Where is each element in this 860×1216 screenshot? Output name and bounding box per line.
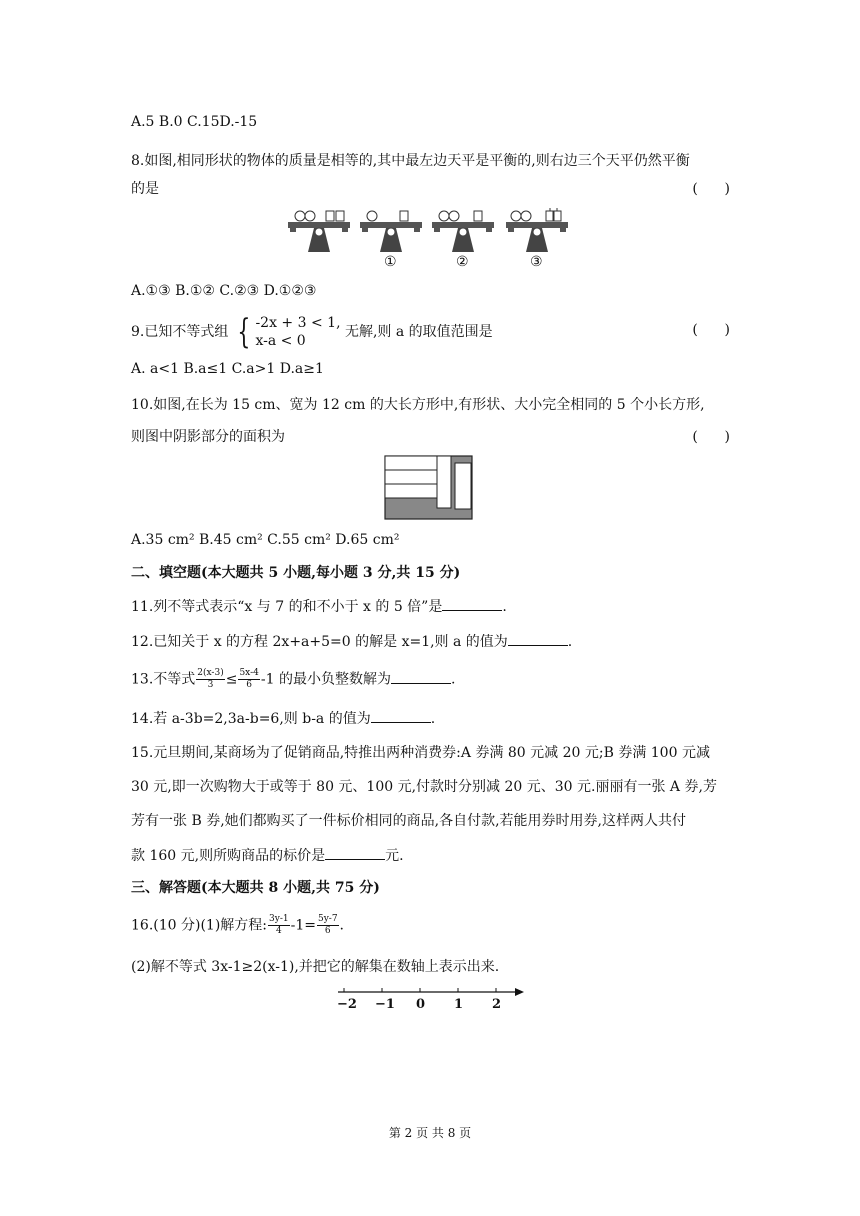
q10-answer-paren: ( ): [692, 429, 730, 445]
q9-suffix: 无解,则 a 的取值范围是: [344, 324, 493, 340]
fraction-denominator: 6: [246, 680, 253, 690]
scale-3: [506, 208, 568, 252]
q11-end: .: [502, 599, 507, 615]
q16-part1: [131, 914, 344, 937]
q9-prefix: 9.已知不等式组: [131, 324, 229, 340]
q12-text: 12.已知关于 x 的方程 2x+a+5=0 的解是 x=1,则 a 的值为: [131, 634, 508, 650]
q13-prefix: 13.不等式: [131, 671, 196, 688]
section-3-title: 三、解答题(本大题共 8 小题,共 75 分): [131, 880, 380, 896]
axis-label: 1: [454, 997, 464, 1012]
q8-answer-paren: ( ): [692, 181, 730, 197]
fraction-denominator: 6: [324, 926, 331, 936]
q7-options: A.5 B.0 C.15D.-15: [131, 114, 258, 130]
page-footer: 第 2 页 共 8 页: [388, 1126, 472, 1140]
q15-text-line2: 30 元,即一次购物大于或等于 80 元、100 元,付款时分别减 20 元、30 元.丽丽有一张 A 券,芳: [131, 779, 717, 795]
q13-answer-blank[interactable]: [391, 669, 451, 684]
fraction-numerator: 5x-4: [239, 668, 259, 678]
q9-inequality-2: x-a < 0: [255, 333, 306, 349]
q9-options: A. a<1 B.a≤1 C.a>1 D.a≥1: [131, 361, 324, 377]
q8-text-line2: 的是: [131, 181, 159, 197]
q8-options: A.①③ B.①② C.②③ D.①②③: [131, 283, 317, 299]
fraction-denominator: 4: [275, 926, 282, 936]
q12-answer-blank[interactable]: [508, 631, 568, 646]
q14-end: .: [430, 711, 436, 727]
scale-2: [432, 211, 494, 252]
inequality-system: [233, 314, 341, 350]
q10-text-line1: 10.如图,在长为 15 cm、宽为 12 cm 的大长方形中,有形状、大小完全相同的 5 个小长方形,: [131, 397, 705, 413]
equation-middle: -1=: [290, 917, 316, 934]
fraction-denominator: 3: [207, 680, 214, 690]
fraction: [196, 668, 224, 691]
q8-text-line1: 8.如图,相同形状的物体的质量是相等的,其中最左边天平是平衡的,则右边三个天平仍然平衡: [131, 153, 690, 169]
brace-symbol: {: [237, 312, 251, 352]
q10-options: A.35 cm² B.45 cm² C.55 cm² D.65 cm²: [131, 532, 400, 548]
q11-answer-blank[interactable]: [442, 596, 502, 611]
fraction: [317, 914, 339, 937]
equation-end: .: [339, 917, 344, 934]
rectangle-figure: [384, 455, 474, 521]
q16-part2: (2)解不等式 3x-1≥2(x-1),并把它的解集在数轴上表示出来.: [131, 959, 500, 975]
q14-text: 14.若 a-3b=2,3a-b=6,则 b-a 的值为: [131, 711, 371, 727]
q15-line4: [131, 845, 404, 866]
q12-line: [131, 631, 572, 652]
q15-text-line1: 15.元旦期间,某商场为了促销商品,特推出两种消费券:A 券满 80 元减 20 元;B 券满 100 元减: [131, 745, 710, 761]
q9-line: [131, 314, 493, 350]
axis-label: −1: [375, 997, 395, 1012]
scale-label-1: ①: [384, 254, 397, 270]
q13-suffix: -1 的最小负整数解为: [260, 671, 391, 688]
q15-text-line3: 芳有一张 B 券,她们都购买了一件标价相同的商品,各自付款,若能用券时用券,这样两人共付: [131, 813, 686, 829]
q13-end: .: [450, 671, 456, 688]
q11-text: 11.列不等式表示“x 与 7 的和不小于 x 的 5 倍”是: [131, 599, 443, 615]
fraction-numerator: 3y-1: [269, 914, 289, 924]
q13-line: [131, 668, 455, 691]
scale-label-3: ③: [530, 254, 543, 270]
q11-line: [131, 596, 507, 617]
scale-base: [288, 211, 350, 252]
q10-text-line2: 则图中阴影部分的面积为: [131, 429, 285, 445]
axis-label: 2: [492, 997, 502, 1012]
fraction: [268, 914, 290, 937]
q15-text-line4: 款 160 元,则所购商品的标价是: [131, 848, 326, 864]
scale-label-2: ②: [456, 254, 469, 270]
operator: ≤: [225, 671, 238, 688]
fraction-numerator: 2(x-3): [197, 668, 224, 678]
fraction: [238, 668, 259, 691]
axis-label: 0: [416, 997, 426, 1012]
section-2-title: 二、填空题(本大题共 5 小题,每小题 3 分,共 15 分): [131, 565, 461, 581]
q12-end: .: [567, 634, 573, 650]
q14-answer-blank[interactable]: [371, 708, 431, 723]
q14-line: [131, 708, 435, 729]
scale-1: [360, 211, 422, 252]
q9-inequality-1: -2x + 3 < 1,: [255, 315, 341, 331]
q15-end: 元.: [385, 848, 404, 864]
q16-prefix: 16.(10 分)(1)解方程:: [131, 917, 268, 934]
axis-label: −2: [337, 997, 357, 1012]
fraction-numerator: 5y-7: [317, 914, 338, 924]
q9-answer-paren: ( ): [692, 322, 730, 338]
q15-answer-blank[interactable]: [325, 845, 385, 860]
